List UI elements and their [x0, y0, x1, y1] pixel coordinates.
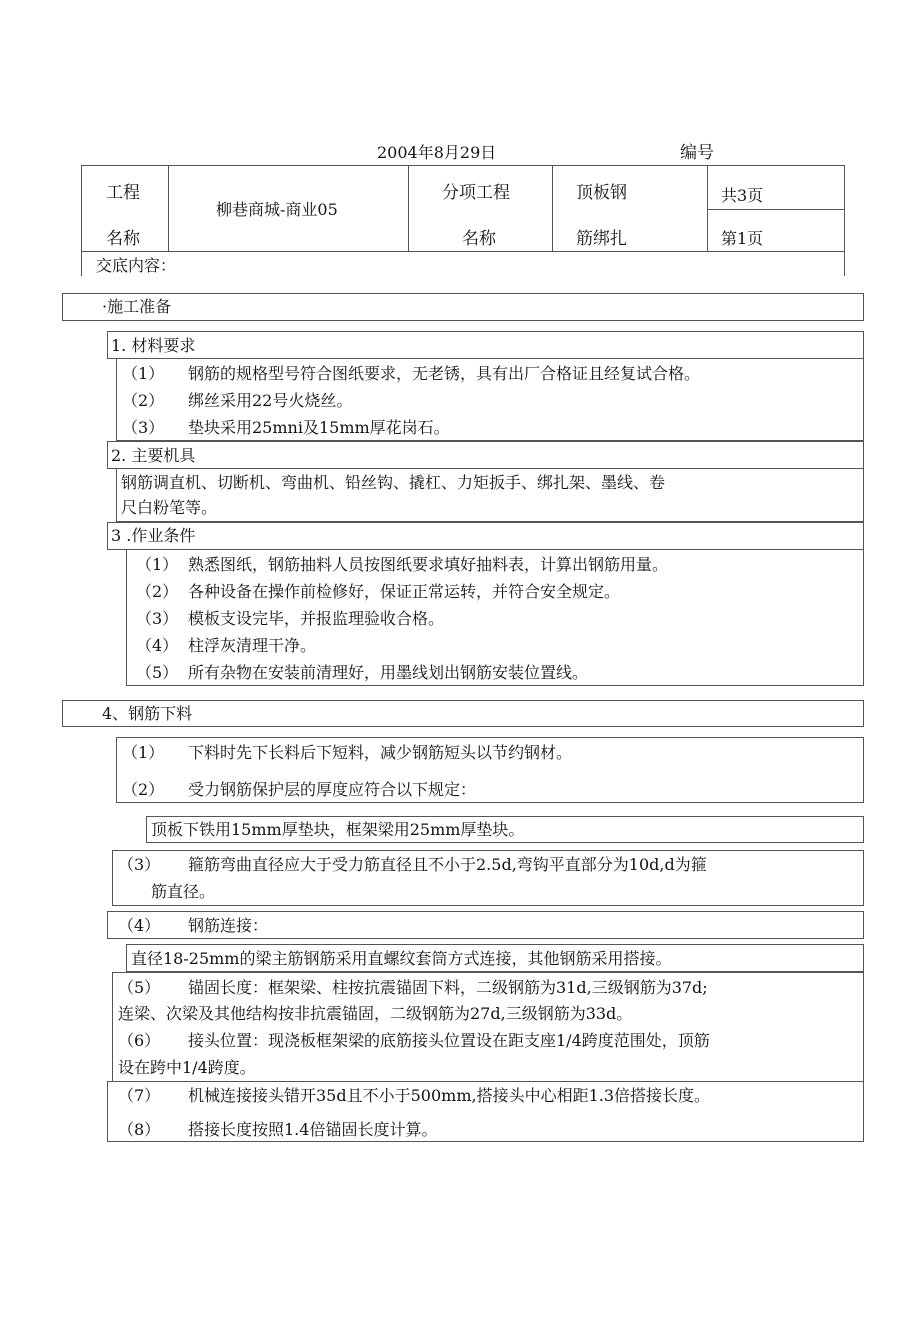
cutting-item-num: （8）: [118, 1120, 161, 1139]
conditions-item-text: 模板支设完毕，并报监理验收合格。: [188, 609, 445, 628]
project-label-bottom: 名称: [106, 229, 140, 249]
sub-name-top: 顶板钢: [576, 183, 627, 203]
materials-item-num: （1）: [122, 364, 165, 383]
conditions-item-num: （5）: [136, 663, 179, 682]
date-text: 2004年8月29日: [377, 143, 497, 162]
project-name: 柳巷商城-商业05: [216, 200, 338, 219]
conditions-item-text: 熟悉图纸，钢筋抽料人员按图纸要求填好抽料表，计算出钢筋用量。: [188, 555, 669, 574]
tools-line-2: 尺白粉笔等。: [121, 498, 218, 517]
tools-line-1: 钢筋调直机、切断机、弯曲机、铅丝钩、撬杠、力矩扳手、绑扎架、墨线、卷: [121, 473, 666, 492]
materials-title: 1. 材料要求: [111, 336, 196, 355]
conditions-item-text: 柱浮灰清理干净。: [188, 636, 317, 655]
cutting-item-text: 下料时先下长料后下短料，减少钢筋短头以节约钢材。: [188, 743, 573, 762]
number-label: 编号: [680, 143, 714, 163]
conditions-item-text: 各种设备在操作前检修好，保证正常运转，并符合安全规定。: [188, 582, 621, 601]
tools-title-box: [107, 441, 864, 469]
sub-name-bottom: 筋绑扎: [576, 229, 627, 249]
conditions-item-num: （1）: [136, 555, 179, 574]
sub-label-top: 分项工程: [442, 183, 510, 203]
materials-item-text: 垫块采用25mni及15mm厚花岗石。: [188, 418, 450, 437]
cutting-item-num: （2）: [122, 780, 165, 799]
cutting-item-line-1: 锚固长度：框架梁、柱按抗震锚固下料，二级钢筋为31d,三级钢筋为37d;: [188, 978, 708, 997]
cutting-item-line-2: 筋直径。: [151, 882, 216, 901]
conditions-item-text: 所有杂物在安装前清理好，用墨线划出钢筋安装位置线。: [188, 663, 589, 682]
materials-item-text: 钢筋的规格型号符合图纸要求，无老锈，具有出厂合格证且经复试合格。: [188, 364, 701, 383]
cutting-item-num: （5）: [118, 978, 161, 997]
conditions-title: 3 .作业条件: [111, 526, 196, 545]
cutting-item-text: 搭接长度按照1.4倍锚固长度计算。: [188, 1120, 438, 1139]
cover-note: 顶板下铁用15mm厚垫块，框架梁用25mm厚垫块。: [151, 820, 525, 839]
conditions-item-num: （2）: [136, 582, 179, 601]
materials-item-num: （3）: [122, 418, 165, 437]
conditions-item-num: （4）: [136, 636, 179, 655]
cutting-item-line-2: 连梁、次梁及其他结构按非抗震锚固，二级钢筋为27d,三级钢筋为33d。: [118, 1004, 633, 1023]
cutting-title: 4、钢筋下料: [102, 704, 193, 723]
cutting-item-num: （6）: [118, 1031, 161, 1050]
sub-label-bottom: 名称: [462, 229, 496, 249]
conditions-item-num: （3）: [136, 609, 179, 628]
prep-title-box: [62, 293, 864, 321]
cutting-item-text: 机械连接接头错开35d且不小于500mm,搭接头中心相距1.3倍搭接长度。: [188, 1086, 711, 1105]
cutting-item-line-2: 设在跨中1/4跨度。: [118, 1058, 256, 1077]
cutting-item-text: 受力钢筋保护层的厚度应符合以下规定：: [188, 780, 477, 799]
materials-item-num: （2）: [122, 391, 165, 410]
total-pages: 共3页: [721, 186, 764, 205]
page-number: 第1页: [721, 229, 764, 248]
materials-item-text: 绑丝采用22号火烧丝。: [188, 391, 353, 410]
conditions-title-box: [107, 522, 864, 550]
cutting-item-text: 钢筋连接：: [188, 916, 269, 935]
cutting-item-num: （1）: [122, 743, 165, 762]
cutting-item-line-1: 接头位置：现浇板框架梁的底筋接头位置设在距支座1/4跨度范围处，顶筋: [188, 1031, 710, 1050]
cutting-item-num: （4）: [118, 916, 161, 935]
content-label: 交底内容：: [96, 256, 177, 275]
project-label-top: 工程: [106, 183, 140, 203]
prep-title: ·施工准备: [102, 297, 172, 316]
cutting-item-num: （3）: [118, 855, 161, 874]
materials-title-box: [107, 331, 864, 359]
cutting-item-line-1: 箍筋弯曲直径应大于受力筋直径且不小于2.5d,弯钩平直部分为10d,d为箍: [188, 855, 707, 874]
tools-title: 2. 主要机具: [111, 446, 196, 465]
cutting-item-num: （7）: [118, 1086, 161, 1105]
connection-note: 直径18-25mm的梁主筋钢筋采用直螺纹套筒方式连接，其他钢筋采用搭接。: [131, 949, 672, 968]
